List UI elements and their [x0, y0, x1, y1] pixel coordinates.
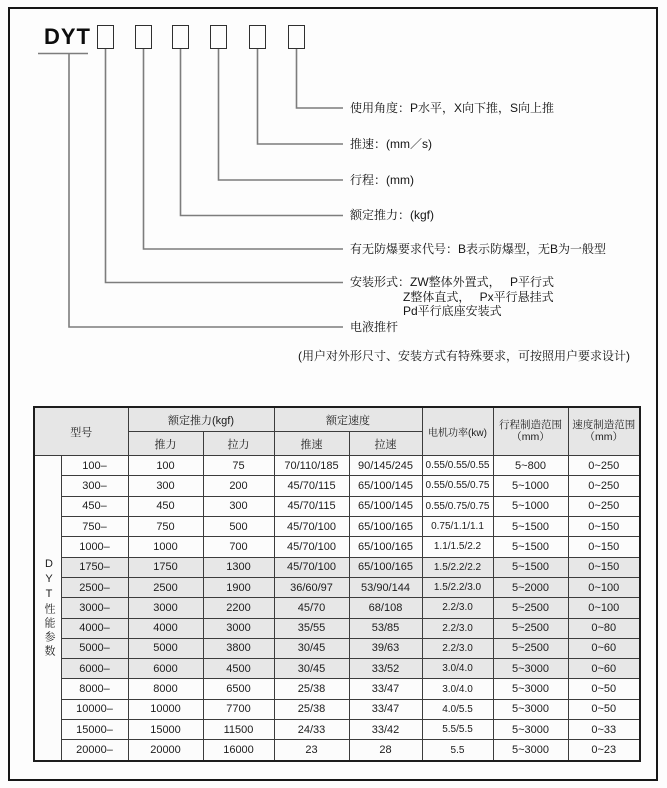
code-box [172, 25, 189, 49]
cell-push-force: 5000 [128, 638, 203, 658]
cell-pull-force: 500 [203, 516, 274, 536]
cell-pull-force: 7700 [203, 699, 274, 719]
cell-model: 20000– [61, 740, 128, 761]
cell-push-speed: 45/70/115 [274, 476, 349, 496]
cell-speed-range: 0~80 [568, 618, 640, 638]
cell-stroke-range: 5~3000 [493, 659, 568, 679]
header-push-force: 推力 [128, 432, 203, 456]
cell-push-speed: 25/38 [274, 679, 349, 699]
label-stroke: 行程：(mm) [350, 173, 414, 187]
label-usage-angle: 使用角度：P水平，X向下推，S向上推 [350, 101, 555, 115]
cell-pull-force: 1900 [203, 577, 274, 597]
cell-pull-speed: 53/90/144 [349, 577, 422, 597]
label-product-name: 电液推杆 [350, 320, 399, 334]
cell-push-speed: 36/60/97 [274, 577, 349, 597]
label-explosion-proof: 有无防爆要求代号：B表示防爆型，无B为一般型 [350, 242, 607, 256]
header-rated-force: 额定推力(kgf) [128, 407, 274, 432]
header-push-speed: 推速 [274, 432, 349, 456]
cell-model: 5000– [61, 638, 128, 658]
table-row [34, 618, 640, 638]
cell-stroke-range: 5~2500 [493, 598, 568, 618]
cell-stroke-range: 5~1500 [493, 537, 568, 557]
cell-speed-range: 0~250 [568, 476, 640, 496]
cell-pull-force: 2200 [203, 598, 274, 618]
side-label [34, 456, 61, 762]
cell-model: 1000– [61, 537, 128, 557]
cell-motor-power: 3.0/4.0 [422, 679, 493, 699]
cell-pull-force: 1300 [203, 557, 274, 577]
cell-motor-power: 4.0/5.5 [422, 699, 493, 719]
side-label-text: DYT性能参数 [43, 557, 55, 659]
cell-pull-speed: 39/63 [349, 638, 422, 658]
cell-motor-power: 2.2/3.0 [422, 598, 493, 618]
cell-pull-force: 300 [203, 496, 274, 516]
cell-motor-power: 0.55/0.55/0.55 [422, 456, 493, 476]
header-motor-power: 电机功率(kw) [422, 407, 493, 456]
table-row [34, 598, 640, 618]
label-mount-line2: Z整体直式， Px平行悬挂式 [403, 290, 554, 304]
cell-push-speed: 45/70/100 [274, 537, 349, 557]
cell-pull-force: 3800 [203, 638, 274, 658]
cell-pull-speed: 33/42 [349, 720, 422, 740]
cell-stroke-range: 5~1500 [493, 557, 568, 577]
cell-pull-force: 4500 [203, 659, 274, 679]
cell-model: 15000– [61, 720, 128, 740]
cell-push-speed: 45/70/100 [274, 516, 349, 536]
cell-push-speed: 30/45 [274, 659, 349, 679]
table-row [34, 720, 640, 740]
table-row [34, 699, 640, 719]
cell-motor-power: 2.2/3.0 [422, 618, 493, 638]
cell-push-force: 6000 [128, 659, 203, 679]
cell-push-force: 20000 [128, 740, 203, 761]
label-mount-line1: 安装形式：ZW整体外置式， P平行式 [350, 275, 554, 289]
cell-push-force: 1000 [128, 537, 203, 557]
cell-push-force: 300 [128, 476, 203, 496]
cell-stroke-range: 5~1000 [493, 476, 568, 496]
cell-pull-speed: 65/100/165 [349, 537, 422, 557]
performance-table-wrap [33, 406, 641, 762]
label-push-speed: 推速：(mm／s) [350, 137, 432, 151]
cell-speed-range: 0~250 [568, 496, 640, 516]
cell-motor-power: 0.55/0.75/0.75 [422, 496, 493, 516]
cell-pull-speed: 68/108 [349, 598, 422, 618]
cell-model: 3000– [61, 598, 128, 618]
cell-motor-power: 0.55/0.55/0.75 [422, 476, 493, 496]
cell-speed-range: 0~150 [568, 557, 640, 577]
cell-push-force: 8000 [128, 679, 203, 699]
cell-push-speed: 30/45 [274, 638, 349, 658]
code-box [249, 25, 266, 49]
cell-push-force: 100 [128, 456, 203, 476]
cell-push-force: 15000 [128, 720, 203, 740]
table-row [34, 557, 640, 577]
table-row [34, 659, 640, 679]
table-row [34, 456, 640, 476]
cell-push-speed: 25/38 [274, 699, 349, 719]
label-rated-force: 额定推力：(kgf) [350, 208, 435, 222]
cell-speed-range: 0~33 [568, 720, 640, 740]
cell-model: 750– [61, 516, 128, 536]
cell-push-force: 450 [128, 496, 203, 516]
table-row [34, 679, 640, 699]
cell-speed-range: 0~50 [568, 699, 640, 719]
cell-model: 100– [61, 456, 128, 476]
cell-pull-speed: 53/85 [349, 618, 422, 638]
cell-stroke-range: 5~3000 [493, 720, 568, 740]
label-mount-line3: Pd平行底座安装式 [403, 304, 502, 318]
model-prefix-title: DYT [44, 24, 91, 49]
cell-pull-speed: 33/52 [349, 659, 422, 679]
cell-model: 4000– [61, 618, 128, 638]
cell-model: 10000– [61, 699, 128, 719]
header-stroke-range: 行程制造范围 （mm） [493, 407, 568, 456]
cell-pull-speed: 33/47 [349, 699, 422, 719]
code-box [97, 25, 114, 49]
cell-push-force: 2500 [128, 577, 203, 597]
cell-pull-speed: 65/100/145 [349, 476, 422, 496]
header-pull-speed: 拉速 [349, 432, 422, 456]
cell-speed-range: 0~60 [568, 638, 640, 658]
cell-push-speed: 24/33 [274, 720, 349, 740]
table-row [34, 496, 640, 516]
cell-push-speed: 45/70/100 [274, 557, 349, 577]
cell-model: 300– [61, 476, 128, 496]
table-row [34, 516, 640, 536]
cell-stroke-range: 5~3000 [493, 740, 568, 761]
cell-push-speed: 45/70/115 [274, 496, 349, 516]
cell-speed-range: 0~100 [568, 598, 640, 618]
cell-push-force: 3000 [128, 598, 203, 618]
cell-pull-speed: 65/100/145 [349, 496, 422, 516]
cell-motor-power: 1.1/1.5/2.2 [422, 537, 493, 557]
cell-pull-speed: 28 [349, 740, 422, 761]
table-row [34, 476, 640, 496]
cell-motor-power: 1.5/2.2/2.2 [422, 557, 493, 577]
cell-push-speed: 23 [274, 740, 349, 761]
cell-speed-range: 0~150 [568, 516, 640, 536]
cell-push-speed: 35/55 [274, 618, 349, 638]
cell-speed-range: 0~23 [568, 740, 640, 761]
cell-stroke-range: 5~1500 [493, 516, 568, 536]
code-box [288, 25, 305, 49]
cell-motor-power: 2.2/3.0 [422, 638, 493, 658]
cell-motor-power: 1.5/2.2/3.0 [422, 577, 493, 597]
cell-pull-speed: 90/145/245 [349, 456, 422, 476]
table-row [34, 537, 640, 557]
table-row [34, 638, 640, 658]
cell-speed-range: 0~250 [568, 456, 640, 476]
cell-push-force: 4000 [128, 618, 203, 638]
cell-pull-force: 200 [203, 476, 274, 496]
cell-model: 450– [61, 496, 128, 516]
header-speed-range: 速度制造范围 （mm） [568, 407, 640, 456]
code-box [210, 25, 227, 49]
cell-speed-range: 0~50 [568, 679, 640, 699]
cell-push-force: 10000 [128, 699, 203, 719]
cell-stroke-range: 5~2500 [493, 638, 568, 658]
cell-push-speed: 70/110/185 [274, 456, 349, 476]
cell-stroke-range: 5~800 [493, 456, 568, 476]
cell-stroke-range: 5~1000 [493, 496, 568, 516]
cell-model: 2500– [61, 577, 128, 597]
cell-motor-power: 3.0/4.0 [422, 659, 493, 679]
cell-speed-range: 0~150 [568, 537, 640, 557]
header-model: 型号 [34, 407, 128, 456]
cell-model: 8000– [61, 679, 128, 699]
cell-push-force: 750 [128, 516, 203, 536]
cell-stroke-range: 5~2500 [493, 618, 568, 638]
cell-pull-force: 11500 [203, 720, 274, 740]
cell-motor-power: 5.5/5.5 [422, 720, 493, 740]
cell-motor-power: 0.75/1.1/1.1 [422, 516, 493, 536]
table-row [34, 740, 640, 761]
cell-speed-range: 0~60 [568, 659, 640, 679]
cell-stroke-range: 5~2000 [493, 577, 568, 597]
cell-stroke-range: 5~3000 [493, 679, 568, 699]
performance-table [33, 406, 641, 762]
cell-stroke-range: 5~3000 [493, 699, 568, 719]
custom-design-note: (用户对外形尺寸、安装方式有特殊要求，可按照用户要求设计) [298, 349, 630, 363]
cell-push-speed: 45/70 [274, 598, 349, 618]
cell-pull-speed: 33/47 [349, 679, 422, 699]
cell-model: 6000– [61, 659, 128, 679]
cell-pull-force: 16000 [203, 740, 274, 761]
code-box [135, 25, 152, 49]
cell-model: 1750– [61, 557, 128, 577]
cell-pull-force: 6500 [203, 679, 274, 699]
header-pull-force: 拉力 [203, 432, 274, 456]
cell-motor-power: 5.5 [422, 740, 493, 761]
header-rated-speed: 额定速度 [274, 407, 422, 432]
table-row [34, 577, 640, 597]
cell-pull-speed: 65/100/165 [349, 516, 422, 536]
cell-speed-range: 0~100 [568, 577, 640, 597]
cell-pull-force: 3000 [203, 618, 274, 638]
cell-pull-force: 75 [203, 456, 274, 476]
cell-pull-force: 700 [203, 537, 274, 557]
cell-push-force: 1750 [128, 557, 203, 577]
cell-pull-speed: 65/100/165 [349, 557, 422, 577]
